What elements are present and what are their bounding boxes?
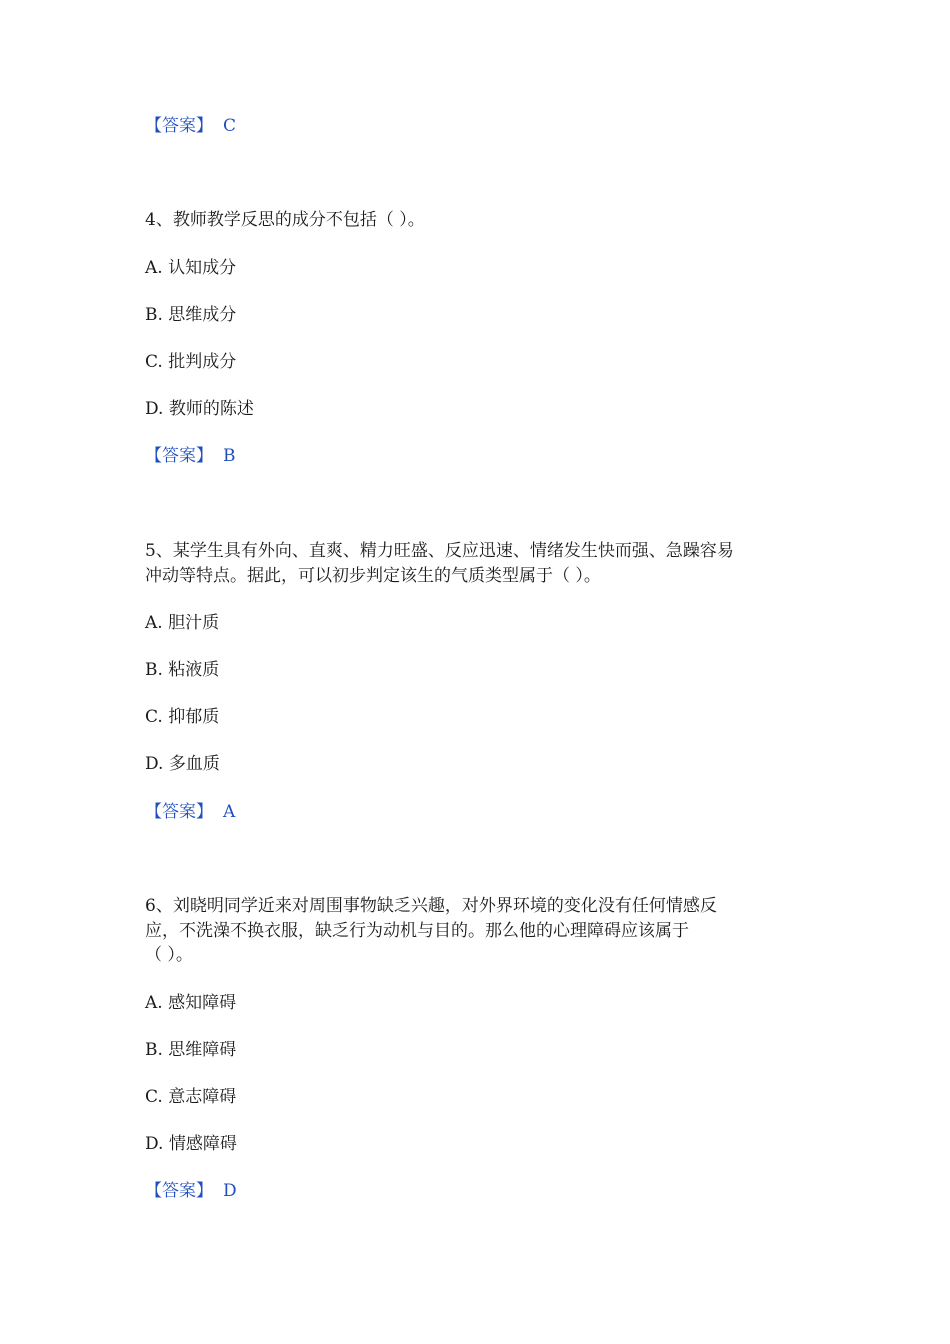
q4-answer: [145, 444, 236, 468]
q6-answer: [145, 1179, 237, 1203]
q4-option-b: B. 思维成分: [145, 305, 237, 325]
q5-answer-value: A: [223, 802, 236, 822]
q6-answer-value: D: [223, 1181, 237, 1201]
q5-option-a: A. 胆汁质: [145, 613, 220, 633]
q4-option-c: C. 批判成分: [145, 352, 237, 372]
q4-option-d: D. 教师的陈述: [145, 399, 254, 419]
q6-stem-line-2: 应，不洗澡不换衣服，缺乏行为动机与目的。那么他的心理障碍应该属于: [145, 921, 689, 941]
q3-answer-value: C: [223, 116, 237, 136]
q6-stem-line-1: 6、刘晓明同学近来对周围事物缺乏兴趣，对外界环境的变化没有任何情感反: [145, 896, 717, 916]
q4-answer-label: 【答案】: [145, 446, 213, 466]
q3-answer: [145, 114, 236, 138]
q4-stem: 4、教师教学反思的成分不包括（ ）。: [145, 210, 425, 230]
q5-stem-line-2: 冲动等特点。据此，可以初步判定该生的气质类型属于（ ）。: [145, 566, 601, 586]
q4-answer-value: B: [223, 446, 236, 466]
q5-answer: [145, 800, 235, 824]
q5-stem-line-1: 5、某学生具有外向、直爽、精力旺盛、反应迅速、情绪发生快而强、急躁容易: [145, 541, 734, 561]
q6-answer-label: 【答案】: [145, 1181, 213, 1201]
q3-answer-label: 【答案】: [145, 116, 213, 136]
q4-option-a: A. 认知成分: [145, 258, 237, 278]
q5-answer-label: 【答案】: [145, 802, 213, 822]
q6-option-b: B. 思维障碍: [145, 1040, 237, 1060]
q6-stem-line-3: （ ）。: [145, 945, 193, 965]
q5-option-d: D. 多血质: [145, 754, 220, 774]
q5-option-c: C. 抑郁质: [145, 707, 220, 727]
q6-option-a: A. 感知障碍: [145, 993, 237, 1013]
q6-option-c: C. 意志障碍: [145, 1087, 237, 1107]
q6-option-d: D. 情感障碍: [145, 1134, 237, 1154]
q5-option-b: B. 粘液质: [145, 660, 220, 680]
